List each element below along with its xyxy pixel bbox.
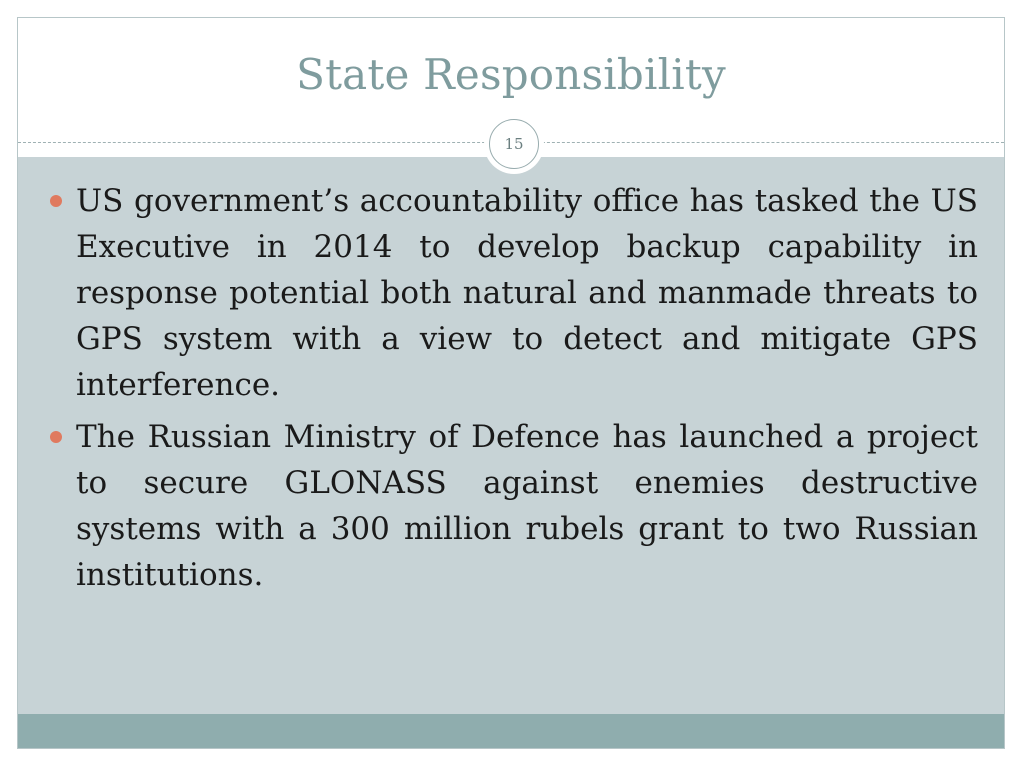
bullet-dot-icon <box>50 431 62 443</box>
page-number: 15 <box>489 119 539 169</box>
slide-title: State Responsibility <box>296 50 726 99</box>
slide <box>17 17 1005 749</box>
bullet-dot-icon <box>50 195 62 207</box>
bullet-list <box>48 178 978 604</box>
bullet-text: The Russian Ministry of Defence has launched a project to secure GLONASS against enemies destructive systems with a 300 million rubels grant to two Russian institutions. <box>76 419 978 593</box>
bullet-item <box>48 414 978 598</box>
footer-band <box>18 714 1004 748</box>
bullet-item <box>48 178 978 408</box>
bullet-text: US government’s accountability office has tasked the US Executive in 2014 to develop backup capability in response potential both natural and manmade threats to GPS system with a view to detect and mitigate GPS interference. <box>76 183 978 403</box>
page-number-badge <box>484 114 544 174</box>
